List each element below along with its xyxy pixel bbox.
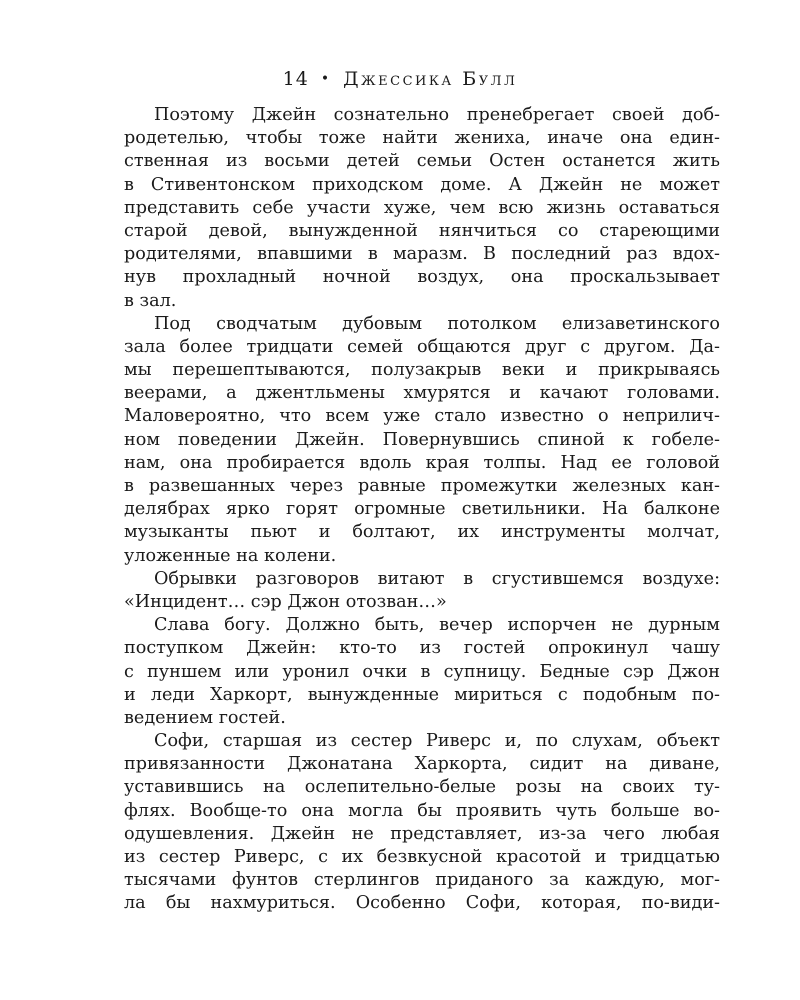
text-line: уставившись на ослепительно-белые розы на своих ту- xyxy=(124,777,720,798)
text-line: в развешанных через равные промежутки железных кан- xyxy=(124,476,720,496)
text-line: одушевления. Джейн не представляет, из-за чего любая xyxy=(124,823,720,844)
text-line: ла бы нахмуриться. Особенно Софи, которая, по-види- xyxy=(124,893,720,914)
page-number: 14 xyxy=(282,68,309,90)
text-line: и леди Харкорт, вынужденные мириться с подобным по- xyxy=(124,684,720,705)
text-line: зала более тридцати семей общаются друг с другом. Да- xyxy=(124,336,720,357)
text-line: представить себе участи хуже, чем всю жизнь оставаться xyxy=(124,197,720,218)
text-line: Софи, старшая из сестер Риверс и, по слухам, объект xyxy=(154,731,720,752)
text-line: «Инцидент… сэр Джон отозван…» xyxy=(124,591,447,612)
text-line: ведением гостей. xyxy=(124,707,286,728)
text-line: флях. Вообще-то она могла бы проявить чуть больше во- xyxy=(124,800,720,821)
text-line: делябрах ярко горят огромные светильники. На балконе xyxy=(124,499,720,520)
text-line: поступком Джейн: кто-то из гостей опрокинул чашу xyxy=(124,638,720,659)
text-line: родителями, впавшими в маразм. В последний раз вдох- xyxy=(124,244,720,265)
author-name: Джессика Булл xyxy=(343,68,518,90)
text-line: нам, она пробирается вдоль края толпы. Над ее головой xyxy=(124,452,720,473)
text-line: Под сводчатым дубовым потолком елизаветинского xyxy=(154,313,720,334)
body-text xyxy=(124,104,720,916)
text-line: мы перешептываются, полузакрыв веки и прикрываясь xyxy=(124,360,720,381)
text-line: музыканты пьют и болтают, их инструменты молчат, xyxy=(124,522,720,543)
text-line: в Стивентонском приходском доме. А Джейн не может xyxy=(124,174,720,195)
text-line: с пуншем или уронил очки в супницу. Бедные сэр Джон xyxy=(124,661,720,682)
text-line: веерами, а джентльмены хмурятся и качают головами. xyxy=(124,383,720,404)
text-line: Слава богу. Должно быть, вечер испорчен не дурным xyxy=(154,615,720,636)
text-line: из сестер Риверс, с их безвкусной красотой и тридцатью xyxy=(124,847,720,867)
text-line: Маловероятно, что всем уже стало известно о неприлич- xyxy=(124,406,720,427)
text-line: в зал. xyxy=(124,290,177,311)
text-line: Поэтому Джейн сознательно пренебрегает своей доб- xyxy=(154,105,720,125)
text-line: ном поведении Джейн. Повернувшись спиной к гобеле- xyxy=(124,429,720,450)
text-line: нув прохладный ночной воздух, она проскальзывает xyxy=(124,267,720,288)
text-line: старой девой, вынужденной нянчиться со стареющими xyxy=(124,220,720,241)
header-separator: • xyxy=(320,71,332,87)
text-line: уложенные на колени. xyxy=(124,545,337,566)
text-line: Обрывки разговоров витают в сгустившемся воздухе: xyxy=(154,568,720,589)
text-line: родетелью, чтобы тоже найти жениха, иначе она един- xyxy=(124,128,720,149)
text-line: привязанности Джонатана Харкорта, сидит на диване, xyxy=(124,754,720,775)
running-head xyxy=(0,68,800,90)
text-line: ственная из восьми детей семьи Остен останется жить xyxy=(124,151,720,172)
text-line: тысячами фунтов стерлингов приданого за каждую, мог- xyxy=(124,870,720,891)
